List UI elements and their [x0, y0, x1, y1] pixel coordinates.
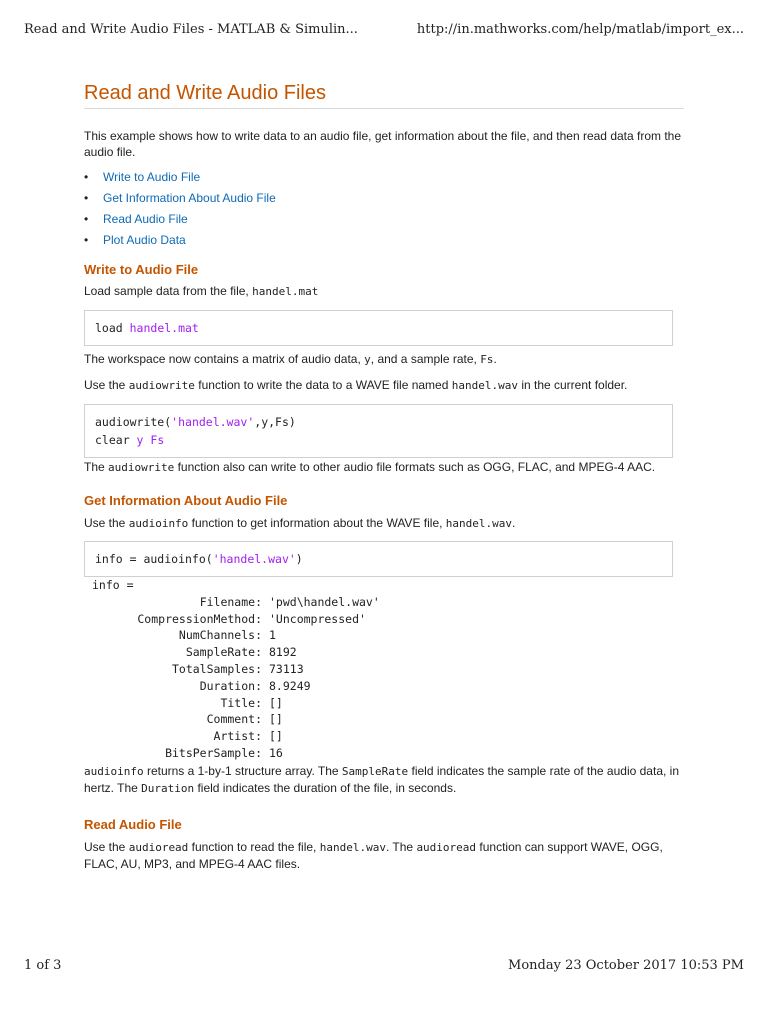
print-header [24, 22, 744, 37]
output-row: TotalSamples: 73113 [171, 661, 304, 676]
code-block-audioinfo: info = audioinfo('handel.wav') [84, 541, 673, 577]
bullet: • [84, 212, 89, 226]
output-row: Comment: [] [206, 712, 283, 727]
bullet: • [84, 170, 89, 184]
toc-item [84, 190, 684, 211]
print-footer [24, 958, 744, 973]
read-paragraph-1: Use the audioread function to read the file, handel.wav. The audioread function can support WAVE, OGG, FLAC, AU, MP3, and MPEG-4 AAC files. [84, 839, 663, 871]
toc-link-plot[interactable]: Plot Audio Data [103, 233, 186, 247]
output-row: SampleRate: 8192 [185, 645, 297, 660]
section-heading-info: Get Information About Audio File [84, 493, 288, 508]
info-paragraph-1: Use the audioinfo function to get information about the WAVE file, handel.wav. [84, 516, 516, 530]
print-header-title: Read and Write Audio Files - MATLAB & Simulin... [24, 22, 358, 37]
code-block-load: load handel.mat [84, 310, 673, 346]
toc-item [84, 169, 684, 190]
toc-list [84, 169, 684, 253]
article [84, 82, 684, 872]
output-row: BitsPerSample: 16 [165, 745, 283, 760]
write-paragraph-4: The audiowrite function also can write to other audio file formats such as OGG, FLAC, and MPEG-4 AAC. [84, 460, 656, 474]
output-block [84, 577, 684, 762]
write-paragraph-1: Load sample data from the file, handel.mat [84, 284, 319, 298]
toc-item [84, 211, 684, 232]
section-heading-write: Write to Audio File [84, 262, 199, 277]
print-header-url: http://in.mathworks.com/help/matlab/import_ex... [416, 22, 744, 37]
print-datetime: Monday 23 October 2017 10:53 PM [508, 958, 744, 973]
toc-link-write[interactable]: Write to Audio File [103, 170, 201, 184]
code-block-audiowrite: audiowrite('handel.wav',y,Fs) clear y Fs [84, 404, 673, 458]
intro-paragraph: This example shows how to write data to an audio file, get information about the file, and then read data from the audio file. [84, 129, 682, 159]
output-row: Duration: 8.9249 [199, 678, 311, 693]
page-count: 1 of 3 [24, 958, 62, 973]
output-row: CompressionMethod: 'Uncompressed' [137, 611, 366, 626]
bullet: • [84, 191, 89, 205]
bullet: • [84, 233, 89, 247]
output-head: info = [92, 578, 134, 592]
output-row: Title: [] [220, 695, 283, 710]
page-title: Read and Write Audio Files [84, 82, 684, 109]
output-row: Filename: 'pwd\handel.wav' [199, 594, 380, 609]
write-paragraph-3: Use the audiowrite function to write the data to a WAVE file named handel.wav in the current folder. [84, 378, 628, 392]
toc-item [84, 232, 684, 253]
toc-link-info[interactable]: Get Information About Audio File [103, 191, 276, 205]
toc-link-read[interactable]: Read Audio File [103, 212, 188, 226]
output-row: NumChannels: 1 [178, 628, 276, 643]
write-paragraph-2: The workspace now contains a matrix of audio data, y, and a sample rate, Fs. [84, 352, 497, 366]
section-heading-read: Read Audio File [84, 816, 182, 832]
info-paragraph-2: audioinfo returns a 1-by-1 structure array. The SampleRate field indicates the sample rate of the audio data, in hertz. The Duration field indicates the duration of the file, in seconds. [84, 763, 679, 795]
output-row: Artist: [] [213, 729, 283, 744]
